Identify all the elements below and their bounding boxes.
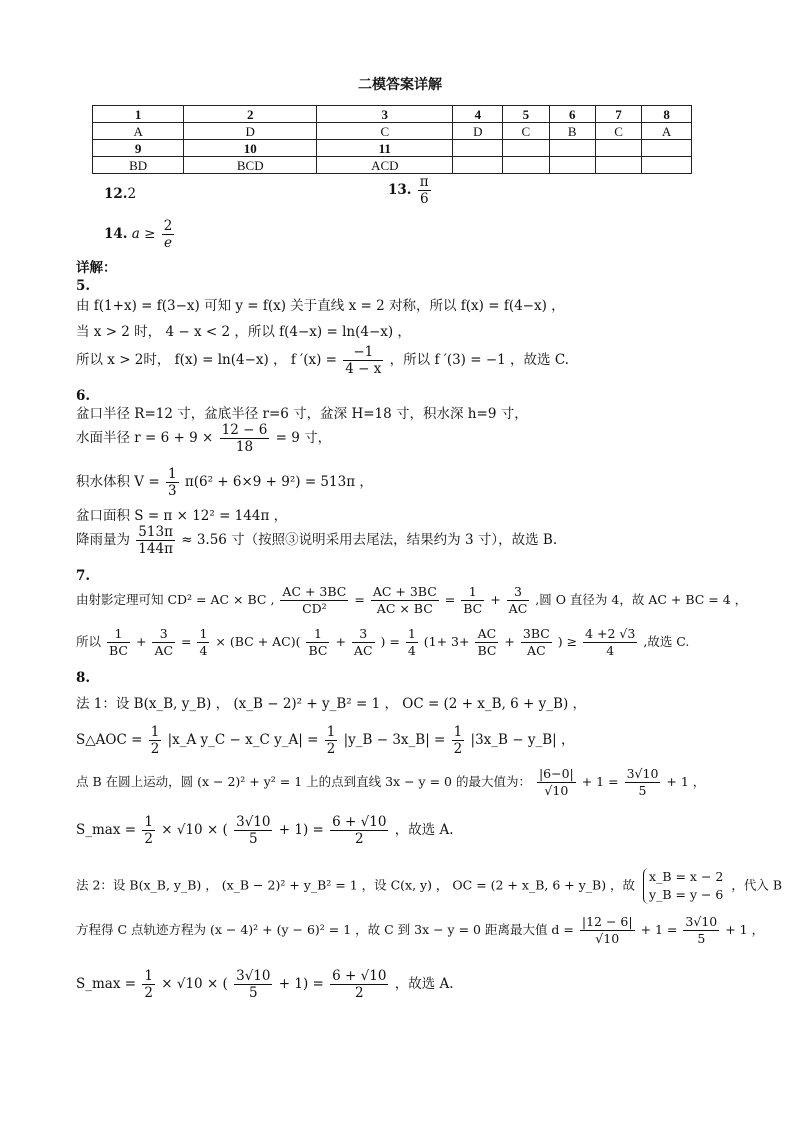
fraction: $\frac{3}{AC}$ — [154, 626, 174, 658]
q6-line-2: 水面半径 r = 6 + 9 × $\frac{12 - 6}{18}$ = 9 寸， — [76, 422, 332, 455]
answer-table — [92, 105, 692, 174]
fraction: $\frac{|6-0|}{√10}$ — [538, 766, 574, 798]
q7-line-2: 所以 $\frac{1}{BC}$ + $\frac{3}{AC}$ = $\frac{1}{4}$ × (BC + AC)( $\frac{1}{BC}$ + $\frac{3}{AC}$ ) = $\frac{1}{4}$ (1+ 3+ $\frac{AC}{BC}$ + $\frac{3BC}{AC}$ ) ≥ $\frac{4 +2 √3}{4}$ ,故选 C. — [76, 626, 690, 658]
table-cell: 7 — [595, 106, 641, 123]
q5-number: 5. — [76, 278, 91, 294]
table-cell — [549, 140, 595, 157]
fraction: $\frac{3√10}{5}$ — [236, 968, 271, 1001]
q7-line-1: 由射影定理可知 CD² = AC × BC , $\frac{AC + 3BC}{\text{CD²}}$ = $\frac{AC + 3BC}{AC \times BC}$ = $\frac{1}{BC}$ + $\frac{3}{AC}$ ,圆 O 直径为 4，故 AC + BC = 4 ， — [76, 584, 748, 616]
page-title: 二模答案详解 — [358, 77, 442, 93]
table-cell — [503, 140, 549, 157]
table-cell: 9 — [93, 140, 184, 157]
table-cell — [642, 157, 692, 174]
q5-line-3: 所以 x > 2时， f(x) = ln(4−x) ， f ′(x) = $\frac{-1}{4 - x}$ ，所以 f ′(3) = −1 ，故选 C. — [76, 344, 569, 377]
fraction: $\frac{1}{2}$ — [150, 724, 160, 757]
q8-method1-line-1: 法 1：设 B(x_B, y_B) ， (x_B − 2)² + y_B² = 1 ， OC = (2 + x_B, 6 + y_B) ， — [76, 696, 587, 712]
fraction: $\frac{1}{2}$ — [144, 968, 153, 1001]
answer-table-answer-row-1 — [93, 123, 692, 140]
answer-table-header-row-1 — [93, 106, 692, 123]
fraction: $\frac{1}{BC}$ — [463, 584, 483, 616]
table-cell: BD — [93, 157, 184, 174]
q5-line-1: 由 f(1+x) = f(3−x) 可知 y = f(x) 关于直线 x = 2 对称，所以 f(x) = f(4−x) ， — [76, 298, 565, 314]
q12-answer: 12.2 — [104, 186, 137, 202]
fraction: $\frac{6 + √10}{2}$ — [332, 968, 387, 1001]
table-cell — [453, 157, 503, 174]
q14-answer: 14. a ≥ $\frac{2}{e}$ — [104, 218, 173, 251]
table-cell — [642, 140, 692, 157]
fraction: $\frac{3√10}{5}$ — [236, 814, 271, 847]
table-cell: A — [93, 123, 184, 140]
q8-method2-line-3: S_max = $\frac{1}{2}$ × √10 × ( $\frac{3√10}{5}$ + 1) = $\frac{6 + √10}{2}$ ，故选 A. — [76, 968, 454, 1001]
q13-answer: 13. $\frac{\pi}{6}$ — [388, 174, 429, 207]
table-cell: C — [595, 123, 641, 140]
table-cell — [549, 157, 595, 174]
q5-line-2: 当 x > 2 时， 4 − x < 2 ，所以 f(4−x) = ln(4−x) ， — [76, 324, 411, 340]
q14-fraction: $\frac{2}{e}$ — [163, 218, 173, 251]
table-cell: D — [453, 123, 503, 140]
fraction: $\frac{3√10}{5}$ — [685, 914, 718, 946]
details-heading: 详解： — [76, 260, 117, 276]
table-cell: 6 — [549, 106, 595, 123]
fraction: $\frac{3BC}{AC}$ — [522, 626, 550, 658]
table-cell: 4 — [453, 106, 503, 123]
q8-method1-line-3: 点 B 在圆上运动，圆 (x − 2)² + y² = 1 上的点到直线 3x − y = 0 的最大值为： $\frac{|6-0|}{√10}$ + 1 = $\frac{3√10}{5}$ + 1 ， — [76, 766, 706, 798]
table-cell — [595, 157, 641, 174]
fraction: $\frac{|12 - 6|}{√10}$ — [581, 914, 633, 946]
answer-table-header-row-2 — [93, 140, 692, 157]
fraction: $\frac{3}{AC}$ — [353, 626, 373, 658]
table-cell: C — [317, 123, 453, 140]
q6-radius-fraction: $\frac{12 - 6}{18}$ — [221, 422, 268, 455]
table-cell: 10 — [184, 140, 317, 157]
q13-fraction: $\frac{\pi}{6}$ — [419, 174, 429, 207]
table-cell: D — [184, 123, 317, 140]
q7-number: 7. — [76, 568, 91, 584]
q8-method2-line-2: 方程得 C 点轨迹方程为 (x − 4)² + (y − 6)² = 1 ，故 C 到 3x − y = 0 距离最大值 d = $\frac{|12 - 6|}{√10}$ + 1 = $\frac{3√10}{5}$ + 1 ， — [76, 914, 765, 946]
table-cell: ACD — [317, 157, 453, 174]
fraction: $\frac{1}{2}$ — [144, 814, 153, 847]
table-cell: A — [642, 123, 692, 140]
fraction: $\frac{1}{4}$ — [407, 626, 416, 658]
table-cell: C — [503, 123, 549, 140]
q6-line-5: 降雨量为 $\frac{513\pi}{144\pi}$ ≈ 3.56 寸（按照③说明采用去尾法，结果约为 3 寸），故选 B. — [76, 524, 558, 557]
table-cell: 1 — [93, 106, 184, 123]
table-cell: B — [549, 123, 595, 140]
fraction: $\frac{1}{4}$ — [199, 626, 208, 658]
q8-method2-line-1: 法 2：设 B(x_B, y_B) ， (x_B − 2)² + y_B² = 1 ，设 C(x, y) ， OC = (2 + x_B, 6 + y_B) ，故 x_B = x − 2 y_B = y − 6 ，代入 B — [76, 869, 783, 902]
answer-table-answer-row-2 — [93, 157, 692, 174]
q6-line-3: 积水体积 V = $\frac{1}{3}$ π(6² + 6×9 + 9²) = 513π ， — [76, 466, 373, 499]
fraction: $\frac{3√10}{5}$ — [626, 766, 659, 798]
fraction: $\frac{1}{BC}$ — [109, 626, 128, 658]
q6-line-4: 盆口面积 S = π × 12² = 144π ， — [76, 508, 288, 524]
table-cell — [595, 140, 641, 157]
substitution-system: x_B = x − 2 y_B = y − 6 — [643, 868, 723, 904]
table-cell: 11 — [317, 140, 453, 157]
q8-method1-line-4: S_max = $\frac{1}{2}$ × √10 × ( $\frac{3√10}{5}$ + 1) = $\frac{6 + √10}{2}$ ，故选 A. — [76, 814, 454, 847]
table-cell: BCD — [184, 157, 317, 174]
table-cell: 2 — [184, 106, 317, 123]
q6-rainfall-fraction: $\frac{513\pi}{144\pi}$ — [138, 524, 173, 557]
table-cell — [503, 157, 549, 174]
q8-method1-line-2: S△AOC = $\frac{1}{2}$ |x_A y_C − x_C y_A| = $\frac{1}{2}$ |y_B − 3x_B| = $\frac{1}{2}$ |3x_B − y_B| ， — [76, 724, 575, 757]
fraction: $\frac{AC}{BC}$ — [477, 626, 497, 658]
q8-number: 8. — [76, 670, 91, 686]
table-cell: 3 — [317, 106, 453, 123]
table-cell: 8 — [642, 106, 692, 123]
q6-volume-fraction: $\frac{1}{3}$ — [167, 466, 177, 499]
table-cell: 5 — [503, 106, 549, 123]
fraction: $\frac{6 + √10}{2}$ — [332, 814, 387, 847]
fraction: $\frac{4 +2 √3}{4}$ — [585, 626, 636, 658]
q5-derivative-fraction: $\frac{-1}{4 - x}$ — [345, 344, 382, 377]
fraction: $\frac{3}{AC}$ — [508, 584, 528, 616]
q6-line-1: 盆口半径 R=12 寸，盆底半径 r=6 寸，盆深 H=18 寸，积水深 h=9 寸， — [76, 406, 528, 422]
q6-number: 6. — [76, 388, 91, 404]
fraction: $\frac{1}{2}$ — [453, 724, 463, 757]
fraction: $\frac{1}{2}$ — [326, 724, 336, 757]
fraction: $\frac{AC + 3BC}{\text{CD²}}$ — [282, 584, 347, 616]
fraction: $\frac{1}{BC}$ — [308, 626, 328, 658]
table-cell — [453, 140, 503, 157]
fraction: $\frac{AC + 3BC}{AC \times BC}$ — [372, 584, 437, 616]
